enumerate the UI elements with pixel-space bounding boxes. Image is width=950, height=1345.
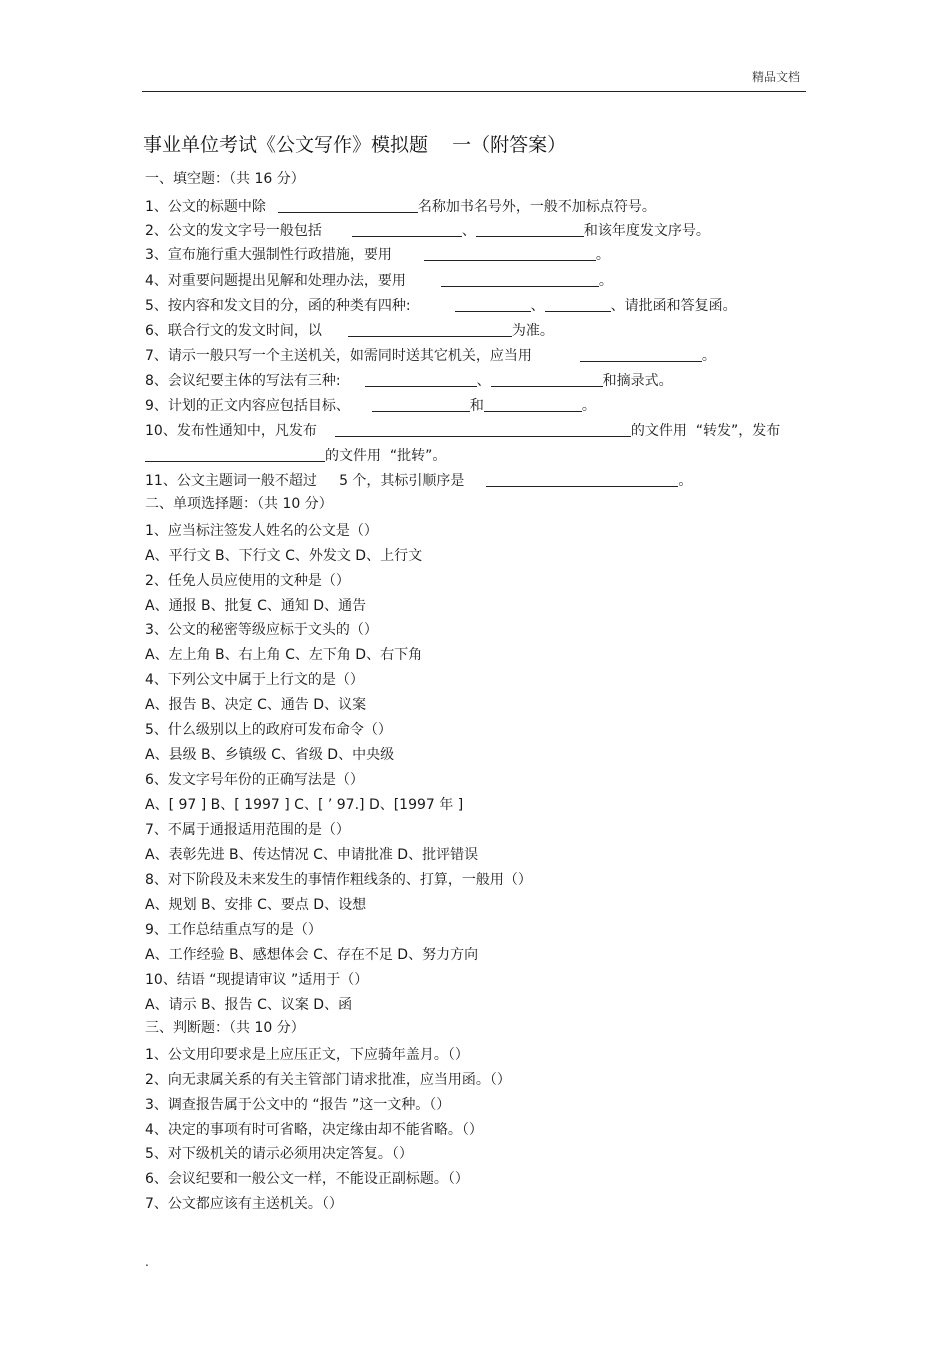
fill-blank[interactable]: [424, 246, 596, 261]
fill-item: [145, 397, 596, 415]
fill-item-text: 和该年度发文序号。: [583, 223, 710, 239]
choice-options: A、左上角 B、右上角 C、左下角 D、右下角: [145, 647, 423, 663]
fill-blank[interactable]: [486, 472, 678, 487]
choice-options: A、工作经验 B、感想体会 C、存在不足 D、努力方向: [145, 947, 479, 963]
fill-item-text: 6、联合行文的发文时间，以: [145, 323, 322, 339]
fill-item-text: 7、请示一般只写一个主送机关，如需同时送其它机关，应当用: [145, 348, 532, 364]
fill-item-text: 。: [701, 348, 716, 364]
section-heading-fill: 一、填空题：（共 16 分）: [145, 171, 305, 187]
fill-item-text: 3、宣布施行重大强制性行政措施，要用: [145, 247, 392, 263]
fill-item-text: 11、公文主题词一般不超过 5 个，其标引顺序是: [145, 473, 465, 489]
fill-blank[interactable]: [365, 372, 477, 387]
fill-item-text: 8、会议纪要主体的写法有三种:: [145, 373, 341, 389]
choice-question: 6、发文字号年份的正确写法是（）: [145, 772, 364, 788]
choice-options: A、规划 B、安排 C、要点 D、设想: [145, 897, 367, 913]
fill-blank[interactable]: [145, 447, 325, 462]
choice-question: 10、结语 “现提请审议 ”适用于（）: [145, 972, 369, 988]
fill-item: [145, 198, 656, 216]
fill-blank[interactable]: [476, 222, 584, 237]
header-rule: [142, 91, 806, 92]
choice-question: 9、工作总结重点写的是（）: [145, 922, 322, 938]
choice-options: A、通报 B、批复 C、通知 D、通告: [145, 598, 367, 614]
judge-item: 2、向无隶属关系的有关主管部门请求批准，应当用函。（）: [145, 1072, 511, 1088]
fill-item-text: 。: [598, 273, 613, 289]
choice-question: 4、下列公文中属于上行文的是（）: [145, 672, 364, 688]
choice-question: 8、对下阶段及未来发生的事情作粗线条的、打算，一般用（）: [145, 872, 532, 888]
judge-item: 7、公文都应该有主送机关。（）: [145, 1196, 343, 1212]
fill-item-text: 1、公文的标题中除: [145, 199, 266, 215]
fill-blank[interactable]: [441, 272, 599, 287]
choice-options: A、报告 B、决定 C、通告 D、议案: [145, 697, 367, 713]
fill-blank[interactable]: [484, 397, 582, 412]
fill-blank[interactable]: [580, 347, 702, 362]
fill-item: [145, 372, 673, 390]
choice-question: 1、应当标注签发人姓名的公文是（）: [145, 523, 378, 539]
fill-item-text: 、: [530, 298, 545, 314]
fill-item-text: 。: [581, 398, 596, 414]
fill-item-text: 的文件用 “批转”。: [325, 448, 447, 464]
judge-item: 5、对下级机关的请示必须用决定答复。（）: [145, 1146, 413, 1162]
fill-item: [145, 422, 780, 440]
choice-options: A、请示 B、报告 C、议案 D、函: [145, 997, 353, 1013]
choice-question: 3、公文的秘密等级应标于文头的（）: [145, 622, 378, 638]
fill-item-continued: [145, 447, 446, 465]
fill-item-text: 4、对重要问题提出见解和处理办法，要用: [145, 273, 406, 289]
choice-question: 5、什么级别以上的政府可发布命令（）: [145, 722, 392, 738]
fill-item-text: 2、公文的发文字号一般包括: [145, 223, 322, 239]
fill-item: [145, 297, 737, 315]
section-heading-choice: 二、单项选择题：（共 10 分）: [145, 496, 333, 512]
fill-item: [145, 347, 716, 365]
judge-item: 3、调查报告属于公文中的 “报告 ”这一文种。（）: [145, 1097, 451, 1113]
fill-item-text: 。: [678, 473, 693, 489]
fill-blank[interactable]: [348, 322, 512, 337]
fill-blank[interactable]: [372, 397, 470, 412]
choice-question: 2、任免人员应使用的文种是（）: [145, 573, 350, 589]
choice-question: 7、不属于通报适用范围的是（）: [145, 822, 350, 838]
choice-options: A、平行文 B、下行文 C、外发文 D、上行文: [145, 548, 423, 564]
fill-item-text: 5、按内容和发文目的分，函的种类有四种:: [145, 298, 411, 314]
fill-item: [145, 272, 613, 290]
fill-blank[interactable]: [455, 297, 531, 312]
fill-item-text: 。: [595, 247, 610, 263]
fill-item-text: 10、发布性通知中，凡发布: [145, 423, 317, 439]
fill-item-text: 、请批函和答复函。: [610, 298, 737, 314]
judge-item: 1、公文用印要求是上应压正文，下应骑年盖月。（）: [145, 1047, 469, 1063]
footer-mark: .: [145, 1255, 149, 1269]
fill-item: [145, 322, 554, 340]
fill-item: [145, 246, 610, 264]
fill-item: [145, 472, 692, 490]
fill-item-text: 和: [469, 398, 484, 414]
choice-options: A、[ 97 ] B、[ 1997 ] C、[ ’ 97.] D、[1997 年 ]: [145, 797, 464, 813]
fill-blank[interactable]: [491, 372, 603, 387]
fill-item-text: 名称加书名号外，一般不加标点符号。: [417, 199, 656, 215]
fill-item-text: 为准。: [511, 323, 554, 339]
choice-options: A、表彰先进 B、传达情况 C、申请批准 D、批评错误: [145, 847, 479, 863]
fill-blank[interactable]: [335, 422, 631, 437]
judge-item: 4、决定的事项有时可省略，决定缘由却不能省略。（）: [145, 1122, 483, 1138]
fill-item-text: 9、计划的正文内容应包括目标、: [145, 398, 350, 414]
fill-blank[interactable]: [278, 198, 418, 213]
document-title: 事业单位考试《公文写作》模拟题 一（附答案）: [143, 134, 567, 156]
fill-item: [145, 222, 710, 240]
fill-item-text: 和摘录式。: [602, 373, 673, 389]
judge-item: 6、会议纪要和一般公文一样，不能设正副标题。（）: [145, 1171, 469, 1187]
choice-options: A、县级 B、乡镇级 C、省级 D、中央级: [145, 747, 395, 763]
section-heading-judge: 三、判断题：（共 10 分）: [145, 1020, 305, 1036]
fill-item-text: 的文件用 “转发”，发布: [630, 423, 781, 439]
fill-item-text: 、: [461, 223, 476, 239]
fill-blank[interactable]: [545, 297, 611, 312]
fill-blank[interactable]: [352, 222, 462, 237]
fill-item-text: 、: [476, 373, 491, 389]
header-tag: 精品文档: [752, 70, 801, 84]
